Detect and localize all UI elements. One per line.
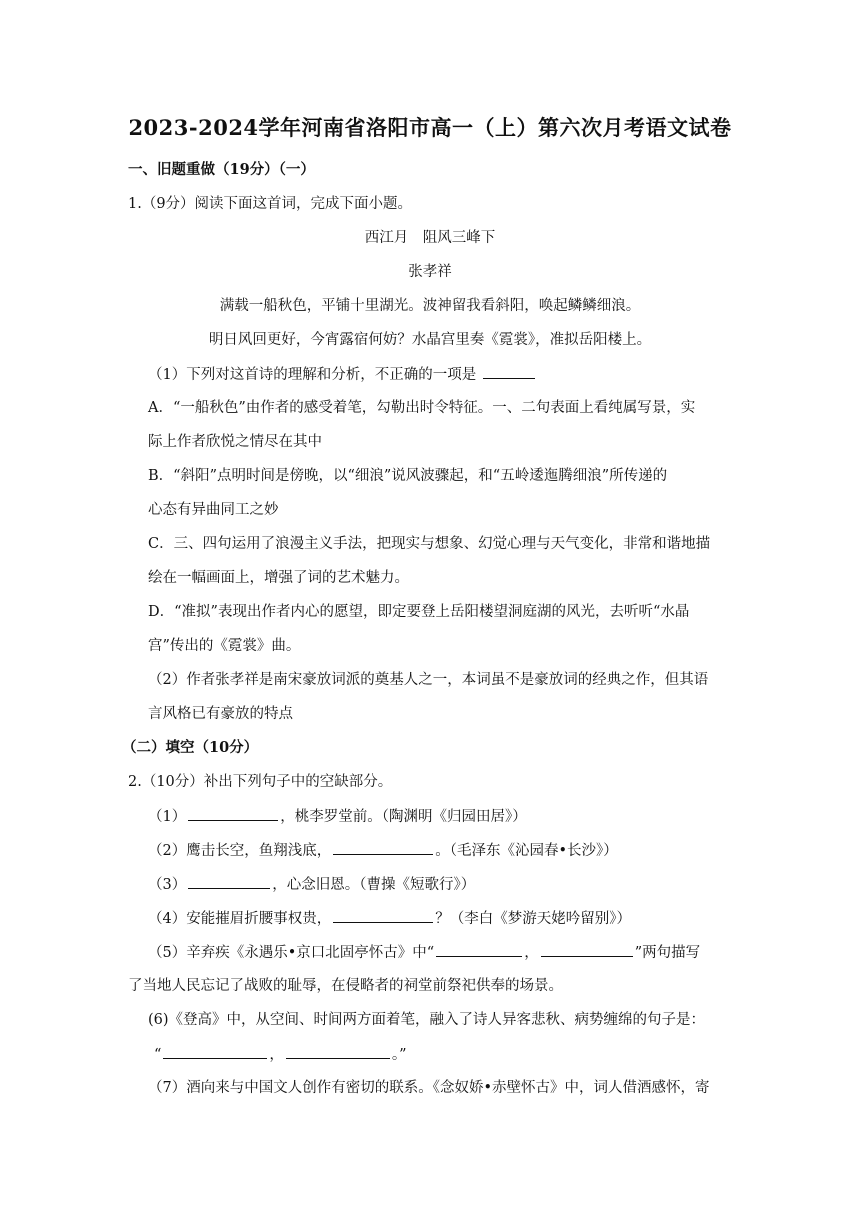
question-2-stem: 2.（10分）补出下列句子中的空缺部分。 <box>128 774 393 790</box>
question-1-stem: 1.（9分）阅读下面这首词，完成下面小题。 <box>128 196 413 212</box>
poem-line-2: 明日风回更好，今宵露宿何妨？水晶宫里奏《霓裳》，准拟岳阳楼上。 <box>208 332 652 348</box>
fill-blank[interactable] <box>333 908 433 923</box>
fill-blank[interactable] <box>188 806 278 821</box>
poem-title: 西江月 阻风三峰下 <box>364 230 496 246</box>
page-title: 2023-2024学年河南省洛阳市高一（上）第六次月考语文试卷 <box>128 115 732 140</box>
option-a-line-2: 际上作者欣悦之情尽在其中 <box>148 434 322 450</box>
sub-question-2-line-2: 言风格已有豪放的特点 <box>148 706 293 722</box>
fill-blank[interactable] <box>286 1044 390 1059</box>
fill-item-6-separator: ， <box>269 1047 284 1063</box>
fill-item-6-line-2 <box>154 1044 407 1065</box>
sub-question-1 <box>148 364 537 385</box>
section-heading-1: 一、旧题重做（19分）（一） <box>128 161 315 178</box>
fill-item-4 <box>148 908 631 929</box>
fill-blank[interactable] <box>163 1044 267 1059</box>
option-d-line-1: D．“准拟”表现出作者内心的愿望，即定要登上岳阳楼望洞庭湖的风光，去听听“水晶 <box>148 604 690 620</box>
fill-item-1 <box>148 806 527 827</box>
fill-item-2 <box>148 840 618 861</box>
fill-item-3 <box>148 874 475 895</box>
fill-item-3-prefix: （3） <box>148 877 187 893</box>
fill-item-5-line-2: 了当地人民忘记了战败的耻辱，在侵略者的祠堂前祭祀供奉的场景。 <box>128 978 563 994</box>
fill-item-5-suffix: ”两句描写 <box>634 945 701 961</box>
poem-author: 张孝祥 <box>408 264 452 280</box>
fill-item-7-line-1: （7）酒向来与中国文人创作有密切的联系。《念奴娇•赤壁怀古》中，词人借酒感怀，寄 <box>148 1080 710 1096</box>
fill-item-2-prefix: （2）鹰击长空，鱼翔浅底， <box>148 843 332 859</box>
fill-item-5-line-1 <box>148 942 700 963</box>
fill-blank[interactable] <box>541 942 633 957</box>
fill-blank[interactable] <box>436 942 522 957</box>
poem-line-1: 满载一船秋色，平铺十里湖光。波神留我看斜阳，唤起鳞鳞细浪。 <box>219 298 641 314</box>
open-quote: “ <box>154 1047 162 1063</box>
fill-item-1-suffix: ，桃李罗堂前。（陶渊明《归园田居》） <box>280 809 527 825</box>
fill-item-4-suffix: ？（李白《梦游天姥吟留别》） <box>435 911 631 927</box>
option-c-line-2: 绘在一幅画面上，增强了词的艺术魅力。 <box>148 570 409 586</box>
answer-blank[interactable] <box>483 364 535 379</box>
close-quote: 。” <box>391 1047 407 1063</box>
fill-item-5-separator: ， <box>524 945 539 961</box>
option-a-line-1: A．“一船秋色”由作者的感受着笔，勾勒出时令特征。一、二句表面上看纯属写景，实 <box>148 400 696 416</box>
sub-question-1-text: （1）下列对这首诗的理解和分析，不正确的一项是 <box>148 367 477 383</box>
fill-item-6-line-1: (6)《登高》中，从空间、时间两方面着笔，融入了诗人异客悲秋、病势缠绵的句子是： <box>148 1012 706 1028</box>
sub-question-2-line-1: （2）作者张孝祥是南宋豪放词派的奠基人之一，本词虽不是豪放词的经典之作，但其语 <box>148 672 709 688</box>
fill-item-5-prefix: （5）辛弃疾《永遇乐•京口北固亭怀古》中“ <box>148 945 435 961</box>
option-d-line-2: 宫”传出的《霓裳》曲。 <box>148 638 301 654</box>
fill-item-4-prefix: （4）安能摧眉折腰事权贵， <box>148 911 332 927</box>
fill-blank[interactable] <box>188 874 270 889</box>
option-c-line-1: C．三、四句运用了浪漫主义手法，把现实与想象、幻觉心理与天气变化，非常和谐地描 <box>148 536 711 552</box>
fill-item-1-prefix: （1） <box>148 809 187 825</box>
section-heading-2: （二）填空（10分） <box>122 739 259 756</box>
fill-item-3-suffix: ，心念旧恩。（曹操《短歌行》） <box>272 877 476 893</box>
option-b-line-2: 心态有异曲同工之妙 <box>148 502 279 518</box>
fill-item-2-suffix: 。（毛泽东《沁园春•长沙》） <box>435 843 618 859</box>
fill-blank[interactable] <box>333 840 433 855</box>
option-b-line-1: B．“斜阳”点明时间是傍晚，以“细浪”说风波骤起，和“五岭逶迤腾细浪”所传递的 <box>148 468 668 484</box>
